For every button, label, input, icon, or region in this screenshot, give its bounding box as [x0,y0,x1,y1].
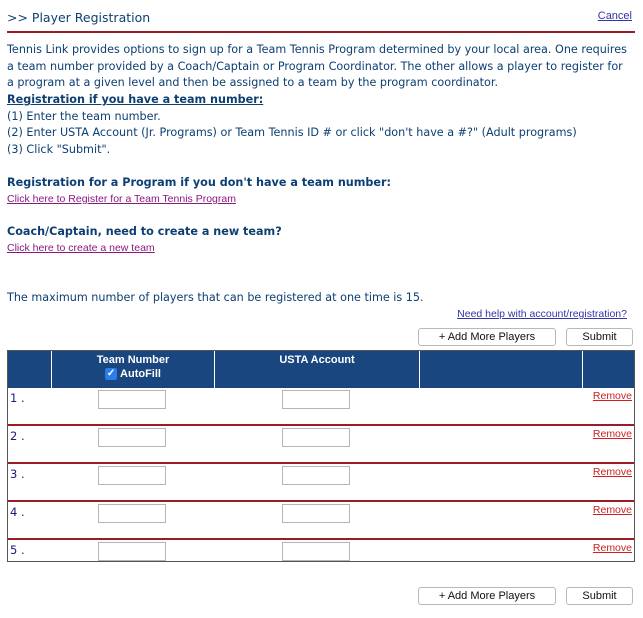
usta-account-input[interactable] [282,504,350,523]
team-number-heading: Registration if you have a team number: [7,93,264,106]
autofill-toggle[interactable] [105,368,161,380]
help-link[interactable]: Need help with account/registration? [457,308,627,320]
remove-link[interactable]: Remove [592,390,632,402]
header-divider [7,31,635,33]
page-title: >> Player Registration [7,10,151,25]
usta-account-input[interactable] [282,542,350,561]
remove-link[interactable]: Remove [592,428,632,440]
step-3: (3) Click "Submit". [7,142,111,156]
create-team-link[interactable]: Click here to create a new team [7,242,155,254]
cancel-link[interactable]: Cancel [597,10,632,22]
row-number: 5 . [10,543,25,557]
usta-account-input[interactable] [282,466,350,485]
remove-link[interactable]: Remove [592,542,632,554]
remove-link[interactable]: Remove [592,504,632,516]
add-more-players-button-top[interactable]: + Add More Players [418,328,556,346]
submit-button-bottom[interactable]: Submit [566,587,633,605]
team-number-input[interactable] [98,428,166,447]
team-number-input[interactable] [98,466,166,485]
intro-paragraph: Tennis Link provides options to sign up for a Team Tennis Program determined by your local area. One requires a team number provided by a Coach/Captain or Program Coordinator. The other allows a player to register for a program at a given level and then be assigned to a team by the program coordinator. [7,43,627,89]
usta-account-input[interactable] [282,428,350,447]
autofill-label: AutoFill [120,368,161,380]
table-row [8,502,634,540]
remove-link[interactable]: Remove [592,466,632,478]
header-cell-actions [582,351,634,388]
step-1: (1) Enter the team number. [7,109,161,123]
program-registration-heading: Registration for a Program if you don't have a team number: [7,176,391,189]
team-number-instructions [7,92,577,158]
header-cell-empty [419,351,582,388]
usta-account-input[interactable] [282,390,350,409]
team-number-input[interactable] [98,390,166,409]
create-team-heading: Coach/Captain, need to create a new team? [7,225,282,238]
registration-table [7,350,635,562]
header-cell-team-number [51,351,214,388]
row-number: 3 . [10,467,25,481]
row-number: 4 . [10,505,25,519]
max-players-text: The maximum number of players that can be registered at one time is 15. [7,291,424,304]
row-number: 1 . [10,391,25,405]
team-number-input[interactable] [98,542,166,561]
table-row [8,540,634,562]
table-row [8,388,634,426]
header-cell-usta-account [214,351,419,388]
autofill-checkbox[interactable]: ✓ [106,368,116,379]
team-number-header: Team Number [96,354,170,366]
register-program-link[interactable]: Click here to Register for a Team Tennis Program [7,193,236,205]
team-number-input[interactable] [98,504,166,523]
usta-account-header: USTA Account [279,354,355,366]
table-header [8,351,634,388]
header-cell-number [8,351,51,388]
step-2: (2) Enter USTA Account (Jr. Programs) or Team Tennis ID # or click "don't have a #?" (Adult programs) [7,126,577,139]
add-more-players-button-bottom[interactable]: + Add More Players [418,587,556,605]
table-row [8,464,634,502]
row-number: 2 . [10,429,25,443]
table-row [8,426,634,464]
submit-button-top[interactable]: Submit [566,328,633,346]
